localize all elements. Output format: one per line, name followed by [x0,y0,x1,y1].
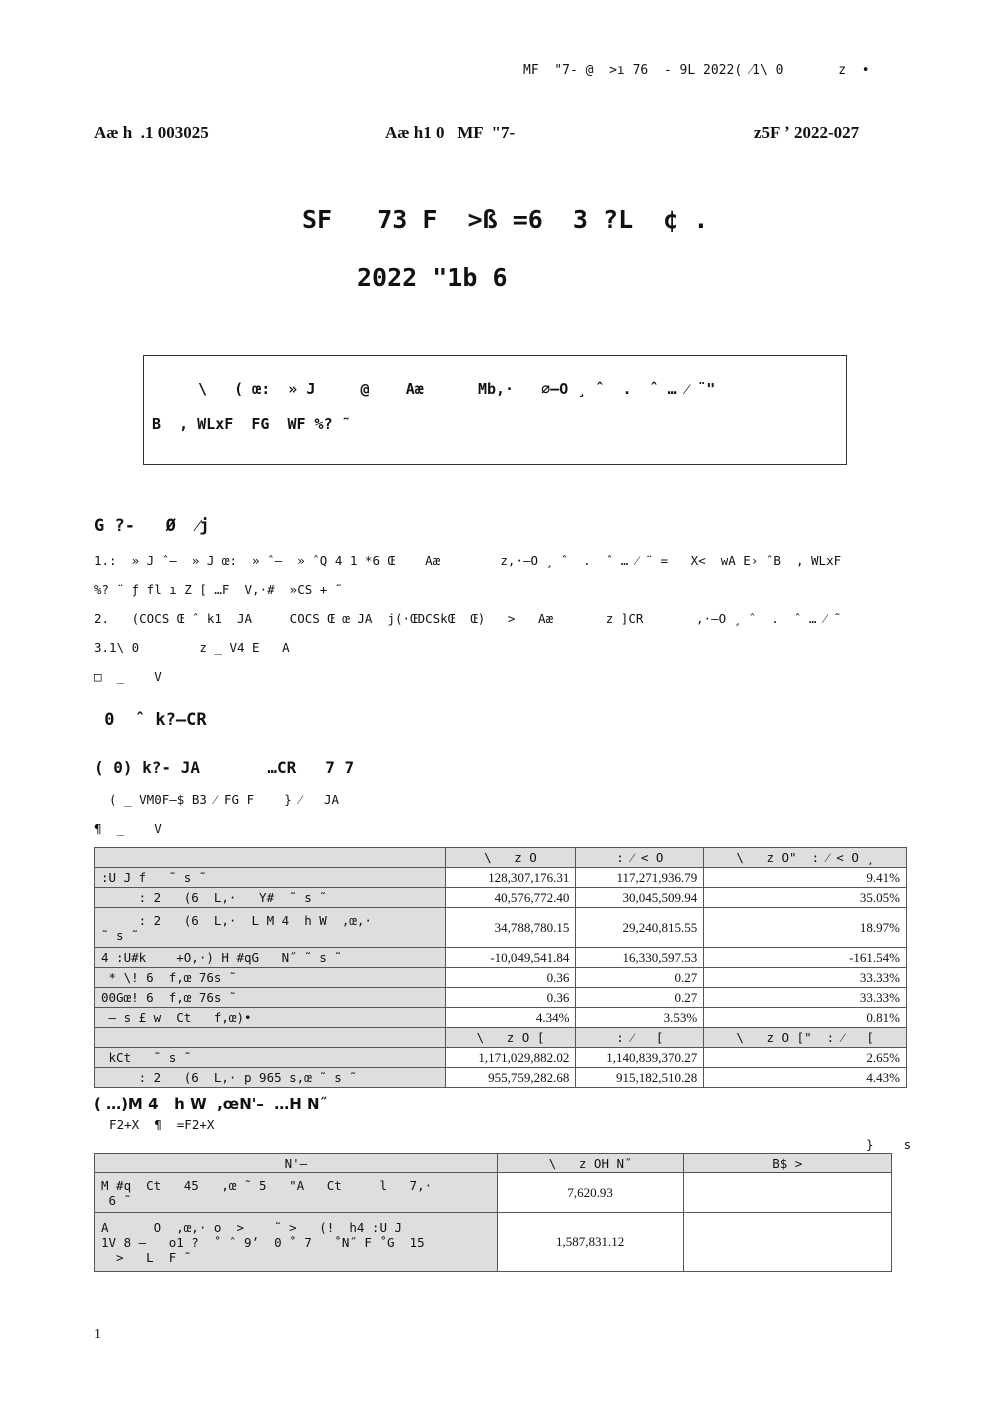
cell-current: 34,788,780.15 [445,908,576,948]
cell-note [683,1173,891,1213]
cell-previous: 29,240,815.55 [576,908,704,948]
cell-current: 4.34% [445,1008,576,1028]
cell-current: -10,049,541.84 [445,948,576,968]
row-label: kCt ˜ s ˜ [95,1048,446,1068]
table-header-row [95,1154,892,1173]
cell-previous: 0.27 [576,988,704,1008]
table-header-cell: B$ > [683,1154,891,1173]
financial-data-table [94,847,907,1088]
cell-change: 4.43% [704,1068,907,1088]
nonrecurring-items-table [94,1153,892,1272]
table-header-cell: : ⁄ [ [576,1028,704,1048]
row-label: * \! 6 f,œ 76s ˜ [95,968,446,988]
cell-change: 2.65% [704,1048,907,1068]
table-header-cell: : ⁄ < O [576,848,704,868]
table-header-row [95,848,907,868]
cell-previous: 16,330,597.53 [576,948,704,968]
cell-note [683,1213,891,1272]
cell-previous: 915,182,510.28 [576,1068,704,1088]
row-label: : 2 (6 L,· p 965 s,œ ˜ s ˜ [95,1068,446,1088]
cell-current: 955,759,282.68 [445,1068,576,1088]
cell-change: 33.33% [704,988,907,1008]
table-header-cell [95,1028,446,1048]
row-label: : 2 (6 L,· Y# ˜ s ˜ [95,888,446,908]
cell-previous: 3.53% [576,1008,704,1028]
stock-code-line [94,123,894,203]
cell-current: 0.36 [445,988,576,1008]
cell-change: 0.81% [704,1008,907,1028]
cell-change: 35.05% [704,888,907,908]
cell-current: 128,307,176.31 [445,868,576,888]
section-heading-important: G ?- Ø ⁄j [94,516,210,536]
table-row [95,868,907,888]
section-heading-nonrecurring: ( …)M 4 h W ,œN'– …H N˝ [94,1095,328,1113]
table-row [95,968,907,988]
subsection-heading: ( 0) k?- JA …CR 7 7 [94,758,355,777]
table-row [95,908,907,948]
cell-change: 9.41% [704,868,907,888]
announcement-number: z5F ʼ 2022-027 [754,123,860,142]
table-header-cell [95,848,446,868]
row-label: — s £ w Ct f,œ)• [95,1008,446,1028]
notice-line: \ ( œ: » J @ Aæ Mb,· ∅–O ¸ ˆ . ˆ … ⁄ ¨" [198,380,716,398]
cell-amount: 1,587,831.12 [497,1213,683,1272]
cell-change: 33.33% [704,968,907,988]
header-right-text: MF "7- @ >ı 76 - 9L 2022( ⁄1\ 0 z • [523,63,870,78]
cell-previous: 1,140,839,370.27 [576,1048,704,1068]
paragraph-line: %? ¨ ƒ fl ı Z [ …F V,·# »CS + ˜ [94,582,343,597]
subsection-note: ( _ VM0F–$ B3 ⁄ FG F } ⁄ JA [94,792,339,807]
table-row [95,1068,907,1088]
row-label: 00Gœ! 6 f,œ 76s ˜ [95,988,446,1008]
cell-current: 0.36 [445,968,576,988]
table-row [95,1008,907,1028]
table-row [95,1173,892,1213]
table-header-row [95,1028,907,1048]
stock-code: Aæ h .1 003025 [94,123,209,142]
cell-current: 1,171,029,882.02 [445,1048,576,1068]
row-label: M #q Ct 45 ,œ ˜ 5 "A Ct l 7,· 6 ˜ [95,1173,498,1213]
page-number: 1 [94,1327,101,1342]
table-header-cell: N'– [95,1154,498,1173]
cell-previous: 0.27 [576,968,704,988]
table-header-cell: \ z OH N˝ [497,1154,683,1173]
table-header-cell: \ z O [ [445,1028,576,1048]
cell-change: 18.97% [704,908,907,948]
row-label: 4 :U#k +O,·) H #qG N˝ ˜ s ˜ [95,948,446,968]
row-label: A O ,œ,· o > ˜ > (! h4 :U J 1V 8 – o1 ? ˚ ˆ 9ʼ 0 ˚ 7 ˚N˝ F ˚G 15 > L F ˜ [95,1213,498,1272]
table-header-cell: \ z O [445,848,576,868]
table-row [95,948,907,968]
table-header-cell: \ z O [" : ⁄ [ [704,1028,907,1048]
cell-change: -161.54% [704,948,907,968]
checkbox-line: □ _ V [94,669,162,684]
table-row [95,1048,907,1068]
section-heading-company: 0 ˆ k?–CR [94,710,207,730]
paragraph-line: 2. (COCS Œ ˆ k1 JA COCS Œ œ JA j(·ŒDCSkŒ Œ) > Aæ z ]CR ,·–O ¸ ˆ . ˆ … ⁄ ˜ [94,611,842,626]
section-note: F2+X ¶ =F2+X [94,1117,215,1132]
unit-label: } s [866,1137,912,1152]
paragraph-line: 1.: » J ˆ– » J œ: » ˆ– » ˆQ 4 1 *6 Œ Aæ z,·–O ¸ ˆ . ˆ … ⁄ ¨ = X< wA E› ˆB , WLxF [94,553,842,568]
table-header-cell: \ z O" : ⁄ < O ¸ [704,848,907,868]
table-row [95,888,907,908]
cell-previous: 117,271,936.79 [576,868,704,888]
cell-current: 40,576,772.40 [445,888,576,908]
row-label: : 2 (6 L,· L M 4 h W ,œ,· ˜ s ˜ [95,908,446,948]
table-row [95,1213,892,1272]
page-subtitle: 2022 "1b 6 [357,263,508,292]
stock-abbreviation: Aæ h1 0 MF "7- [385,123,516,142]
notice-line: B , WLxF FG WF %? ˜ [152,415,351,433]
cell-previous: 30,045,509.94 [576,888,704,908]
notice-box [143,355,847,465]
paragraph-line: 3.1\ 0 z _ V4 E A [94,640,290,655]
row-label: :U J f ˜ s ˜ [95,868,446,888]
cell-amount: 7,620.93 [497,1173,683,1213]
table-row [95,988,907,1008]
page-title: SF 73 F >ß =6 3 ?L ¢ . [302,205,709,234]
subsection-flag: ¶ _ V [94,821,162,836]
